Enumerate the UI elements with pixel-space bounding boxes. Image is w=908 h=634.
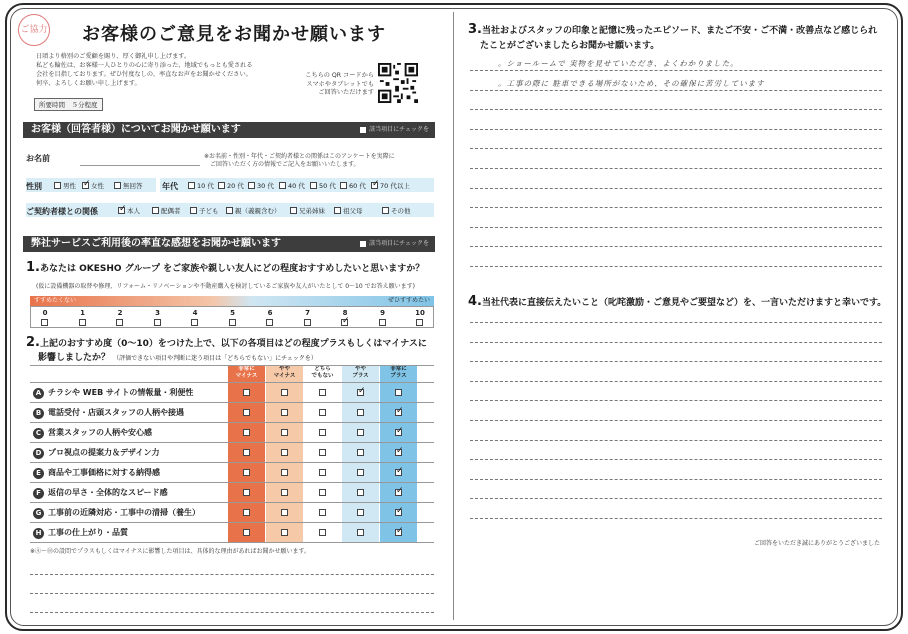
rating-checkbox[interactable] <box>243 469 250 476</box>
column-label: プラス <box>390 372 407 379</box>
rating-checkbox[interactable] <box>357 489 364 496</box>
rating-checkbox[interactable] <box>395 449 402 456</box>
relation-option[interactable] <box>382 206 411 215</box>
rating-checkbox[interactable] <box>281 509 288 516</box>
scale-number: 9 <box>380 309 385 317</box>
answer-line[interactable] <box>470 207 882 208</box>
column-label: やや <box>354 366 366 372</box>
scale-number: 1 <box>80 309 85 317</box>
age-option-label: 70 代以上 <box>380 182 410 190</box>
answer-line[interactable] <box>470 498 882 499</box>
scale-number: 3 <box>155 309 160 317</box>
age-option-label: 20 代 <box>227 182 244 190</box>
item-letter-badge: F <box>33 488 44 499</box>
name-field[interactable] <box>80 165 200 166</box>
qr-caption-line: こちらの QR コードから <box>305 72 374 79</box>
checkbox-icon <box>360 127 366 133</box>
relation-option[interactable] <box>190 206 219 215</box>
relation-option-label: その他 <box>391 207 411 215</box>
relation-option-label: 子ども <box>199 207 219 215</box>
rating-checkbox[interactable] <box>281 469 288 476</box>
question-number: 4. <box>468 294 482 309</box>
relation-option[interactable] <box>290 206 325 215</box>
item-label: 工事前の近隣対応・工事中の清掃（養生） <box>48 508 200 517</box>
answer-line[interactable] <box>470 322 882 323</box>
answer-line[interactable] <box>470 400 882 401</box>
answer-line[interactable] <box>470 70 882 71</box>
item-letter-badge: H <box>33 528 44 539</box>
relation-option[interactable] <box>118 206 140 215</box>
rating-checkbox[interactable] <box>395 489 402 496</box>
age-option[interactable] <box>340 181 366 190</box>
rating-row <box>30 523 434 543</box>
rating-checkbox[interactable] <box>395 509 402 516</box>
question-text: あなたは OKESHO グループ をご家族や親しい友人にどの程度おすすめしたいと思いますか？ <box>39 264 425 274</box>
rating-checkbox[interactable] <box>357 409 364 416</box>
relation-option-checkbox[interactable] <box>290 207 297 214</box>
intro-line: 何卒、よろしくお願い申し上げます。 <box>36 80 141 87</box>
handwritten-answer: 。ショールームで 実物を見せていただき、よくわかりました。 <box>498 59 739 68</box>
question-number: 2. <box>26 335 40 350</box>
answer-line[interactable] <box>30 574 434 575</box>
rating-row <box>30 383 434 403</box>
column-label: プラス <box>352 372 369 379</box>
answer-line[interactable] <box>470 90 882 91</box>
question-text: 当社代表に直接伝えたいこと（叱咤激励・ご意見やご要望など）を、一言いただけますと幸いです。 <box>481 298 887 308</box>
qr-caption-line: スマホやタブレットでも <box>306 80 374 88</box>
relation-option-label: 祖父母 <box>343 207 363 215</box>
gender-option-checkbox[interactable] <box>114 182 121 189</box>
rating-row <box>30 403 434 423</box>
scale-gradient <box>30 296 434 306</box>
rating-checkbox[interactable] <box>357 429 364 436</box>
relation-option-label: 兄弟姉妹 <box>299 207 325 215</box>
rating-grid-header <box>30 365 434 383</box>
rating-checkbox[interactable] <box>281 489 288 496</box>
rating-row <box>30 483 434 503</box>
qr-caption <box>292 72 374 98</box>
scale-checkbox[interactable] <box>191 319 198 326</box>
rating-checkbox[interactable] <box>281 409 288 416</box>
relation-option-label: 本人 <box>127 207 140 215</box>
scale-checkbox[interactable] <box>79 319 86 326</box>
rating-checkbox[interactable] <box>395 529 402 536</box>
scale-checkbox[interactable] <box>341 319 348 326</box>
column-label: マイナス <box>273 372 296 379</box>
handwritten-answer: 。工事の際に 駐車できる場所がないため、その確保に苦労しています <box>498 79 765 88</box>
rating-checkbox[interactable] <box>281 449 288 456</box>
rating-checkbox[interactable] <box>243 389 250 396</box>
check-note-text: 該当項目にチェックを <box>369 126 429 133</box>
time-required: 所要時間 ５分程度 <box>34 98 103 111</box>
scale-number: 2 <box>117 309 123 317</box>
check-note-text: 該当項目にチェックを <box>369 240 429 247</box>
item-letter-badge: C <box>33 428 44 439</box>
question-number: 3. <box>468 22 482 37</box>
age-option[interactable] <box>279 181 305 190</box>
rating-checkbox[interactable] <box>243 509 250 516</box>
question-3-title <box>468 22 877 37</box>
relation-option-checkbox[interactable] <box>152 207 159 214</box>
item-label: 工事の仕上がり・品質 <box>48 528 128 537</box>
relation-option-checkbox[interactable] <box>118 207 125 214</box>
age-option[interactable] <box>310 181 336 190</box>
question-4-title <box>468 294 886 309</box>
answer-line[interactable] <box>470 266 882 267</box>
column-label: 非常に <box>238 366 255 372</box>
answer-line[interactable] <box>470 459 882 460</box>
rating-checkbox[interactable] <box>395 469 402 476</box>
question-1-sub: (仮に設備機器の取替や修理、リフォーム・リノベーションや不動産購入を検討しているご家族や友人がいたとして 0～10 でお答え願います) <box>36 283 415 290</box>
scale-number: 4 <box>192 309 198 317</box>
rating-row <box>30 423 434 443</box>
gender-option-checkbox[interactable] <box>54 182 61 189</box>
rating-checkbox[interactable] <box>319 409 326 416</box>
gender-option[interactable] <box>114 181 143 190</box>
answer-line[interactable] <box>470 227 882 228</box>
rating-checkbox[interactable] <box>319 429 326 436</box>
scale-number: 5 <box>230 309 235 317</box>
scale-number: 10 <box>415 309 425 317</box>
intro-line: 日頃より格別のご愛顧を賜り、厚く御礼申し上げます。 <box>36 53 191 60</box>
rating-checkbox[interactable] <box>357 389 364 396</box>
rating-checkbox[interactable] <box>357 509 364 516</box>
rating-checkbox[interactable] <box>319 489 326 496</box>
item-label: 電話受付・店頭スタッフの人柄や接遇 <box>48 408 184 417</box>
scale-checkbox[interactable] <box>116 319 123 326</box>
column-divider <box>453 12 454 620</box>
gender-option-checkbox[interactable] <box>82 182 89 189</box>
answer-line[interactable] <box>30 612 434 613</box>
item-label: プロ視点の提案力＆デザイン力 <box>48 448 160 457</box>
question-text: 当社およびスタッフの印象と記憶に残ったエピソード、またご不安・ご不満・改善点など感じられ <box>481 26 878 36</box>
relation-label: ご契約者様との関係 <box>26 207 98 216</box>
scale-checkbox[interactable] <box>154 319 161 326</box>
intro-line: 会社を目指しております。ぜひ忖度なしの、率直なお声をお聞かせください。 <box>36 71 252 78</box>
scale-checkbox[interactable] <box>379 319 386 326</box>
age-option-checkbox[interactable] <box>310 182 317 189</box>
age-option[interactable] <box>188 181 214 190</box>
relation-option[interactable] <box>226 206 281 215</box>
rating-checkbox[interactable] <box>395 429 402 436</box>
item-label: 商品や工事価格に対する納得感 <box>48 468 160 477</box>
answer-line[interactable] <box>470 109 882 110</box>
answer-line[interactable] <box>470 420 882 421</box>
gender-option-label: 女性 <box>91 182 104 190</box>
item-letter-badge: D <box>33 448 44 459</box>
column-label: 非常に <box>390 366 407 372</box>
scale-number: 0 <box>42 309 48 317</box>
scale-number: 6 <box>267 309 273 317</box>
relation-option[interactable] <box>152 206 181 215</box>
rating-checkbox[interactable] <box>243 529 250 536</box>
relation-option-label: 配偶者 <box>161 207 181 215</box>
answer-line[interactable] <box>30 593 434 594</box>
answer-line[interactable] <box>470 518 882 519</box>
relation-option[interactable] <box>334 206 363 215</box>
gender-option[interactable] <box>54 181 76 190</box>
rating-checkbox[interactable] <box>319 509 326 516</box>
answer-line[interactable] <box>470 342 882 343</box>
gender-label: 性別 <box>26 182 42 191</box>
rating-checkbox[interactable] <box>243 449 250 456</box>
item-label: チラシや WEB サイトの情報量・利便性 <box>48 388 194 397</box>
section-title: 弊社サービスご利用後の率直な感想をお聞かせ願います <box>31 238 281 249</box>
scale-checkbox[interactable] <box>416 319 423 326</box>
scale-checkbox[interactable] <box>266 319 273 326</box>
rating-checkbox[interactable] <box>395 389 402 396</box>
scale-number: 8 <box>342 309 348 317</box>
age-option-checkbox[interactable] <box>218 182 225 189</box>
privacy-note: ※お名前・性別・年代・ご契約者様との関係はこのアンケートを実際に <box>204 153 395 160</box>
scale-checkbox[interactable] <box>304 319 311 326</box>
gender-option[interactable] <box>82 181 104 190</box>
rating-checkbox[interactable] <box>243 489 250 496</box>
relation-option-label: 親（義親含む） <box>235 207 281 215</box>
column-label: やや <box>278 366 290 372</box>
age-label: 年代 <box>162 182 178 191</box>
age-option-label: 60 代 <box>349 182 366 190</box>
rating-checkbox[interactable] <box>319 449 326 456</box>
column-label: マイナス <box>235 372 258 379</box>
page-title: お客様のご意見をお聞かせ願います <box>82 24 386 45</box>
section-title: お客様（回答者様）についてお聞かせ願います <box>31 124 241 135</box>
scale-checkbox[interactable] <box>41 319 48 326</box>
section-header-customer <box>23 122 435 138</box>
age-option-checkbox[interactable] <box>371 182 378 189</box>
question-2-title-line2 <box>38 350 317 363</box>
recommend-scale <box>30 306 434 328</box>
stamp-seal: ご協力 <box>18 14 50 46</box>
footnote: ※Ⓐ～Ⓗの設問でプラスもしくはマイナスに影響した項目は、具体的な理由があればお聞かせ願います。 <box>30 548 311 555</box>
rating-row <box>30 503 434 523</box>
question-text: 影響しましたか？ <box>38 353 111 363</box>
answer-line[interactable] <box>470 381 882 382</box>
rating-checkbox[interactable] <box>319 469 326 476</box>
rating-row <box>30 443 434 463</box>
age-option-checkbox[interactable] <box>248 182 255 189</box>
question-1-title <box>26 260 424 275</box>
item-letter-badge: A <box>33 388 44 399</box>
relation-option-checkbox[interactable] <box>382 207 389 214</box>
answer-line[interactable] <box>470 361 882 362</box>
gender-option-label: 男性 <box>63 182 76 190</box>
rating-checkbox[interactable] <box>281 429 288 436</box>
age-option[interactable] <box>218 181 244 190</box>
age-option-checkbox[interactable] <box>279 182 286 189</box>
item-label: 営業スタッフの人柄や安心感 <box>48 428 152 437</box>
scale-right-label: ぜひすすめたい <box>387 297 430 304</box>
qr-caption-line: ご回答いただけます <box>318 89 374 96</box>
column-label: でもない <box>311 372 334 379</box>
privacy-note: ご回答いただく方の情報でご記入をお願いいたします。 <box>210 161 360 168</box>
answer-line[interactable] <box>470 188 882 189</box>
rating-checkbox[interactable] <box>281 389 288 396</box>
answer-line[interactable] <box>470 246 882 247</box>
intro-line: 私ども輪佐は、お客様一人ひとりの心に寄り添った、地域でもっとも愛される <box>36 62 253 69</box>
age-option[interactable] <box>248 181 274 190</box>
scale-left-label: すすめたくない <box>34 297 77 304</box>
question-2-sub: （評価できない項目や判断に迷う項目は「どちらでもない」にチェックを） <box>113 355 317 362</box>
item-letter-badge: B <box>33 408 44 419</box>
rating-checkbox[interactable] <box>357 469 364 476</box>
item-letter-badge: E <box>33 468 44 479</box>
rating-row <box>30 463 434 483</box>
question-number: 1. <box>26 260 40 275</box>
age-option[interactable] <box>371 181 410 190</box>
rating-checkbox[interactable] <box>243 429 250 436</box>
age-option-label: 40 代 <box>288 182 305 190</box>
relation-option-checkbox[interactable] <box>226 207 233 214</box>
closing-message: ご回答をいただき誠にありがとうございました <box>753 540 880 547</box>
question-text: 上記のおすすめ度（0～10）をつけた上で、以下の各項目はどの程度プラスもしくはマイナスに <box>39 339 427 349</box>
age-option-label: 30 代 <box>257 182 274 190</box>
answer-line[interactable] <box>470 129 882 130</box>
scale-number: 7 <box>305 309 310 317</box>
column-label: どちら <box>314 366 331 372</box>
answer-line[interactable] <box>470 148 882 149</box>
rating-checkbox[interactable] <box>357 529 364 536</box>
relation-option-checkbox[interactable] <box>190 207 197 214</box>
intro-text <box>36 52 286 88</box>
question-2-title <box>26 335 427 350</box>
check-note <box>360 122 429 138</box>
section-header-feedback <box>23 236 435 252</box>
checkbox-icon <box>360 241 366 247</box>
question-3-title-line2: たことがございましたらお聞かせ願います。 <box>480 41 660 51</box>
name-label: お名前 <box>26 154 50 163</box>
qr-code-icon[interactable] <box>378 63 418 103</box>
answer-line[interactable] <box>470 440 882 441</box>
rating-checkbox[interactable] <box>319 389 326 396</box>
gender-option-label: 無回答 <box>123 182 143 190</box>
rating-checkbox[interactable] <box>395 409 402 416</box>
relation-option-checkbox[interactable] <box>334 207 341 214</box>
scale-checkbox[interactable] <box>229 319 236 326</box>
rating-checkbox[interactable] <box>243 409 250 416</box>
age-option-checkbox[interactable] <box>188 182 195 189</box>
rating-checkbox[interactable] <box>319 529 326 536</box>
item-letter-badge: G <box>33 508 44 519</box>
rating-checkbox[interactable] <box>281 529 288 536</box>
item-label: 返信の早さ・全体的なスピード感 <box>48 488 168 497</box>
rating-checkbox[interactable] <box>357 449 364 456</box>
age-option-label: 50 代 <box>319 182 336 190</box>
answer-line[interactable] <box>470 479 882 480</box>
check-note <box>360 236 429 252</box>
age-option-label: 10 代 <box>197 182 214 190</box>
answer-line[interactable] <box>470 168 882 169</box>
age-option-checkbox[interactable] <box>340 182 347 189</box>
